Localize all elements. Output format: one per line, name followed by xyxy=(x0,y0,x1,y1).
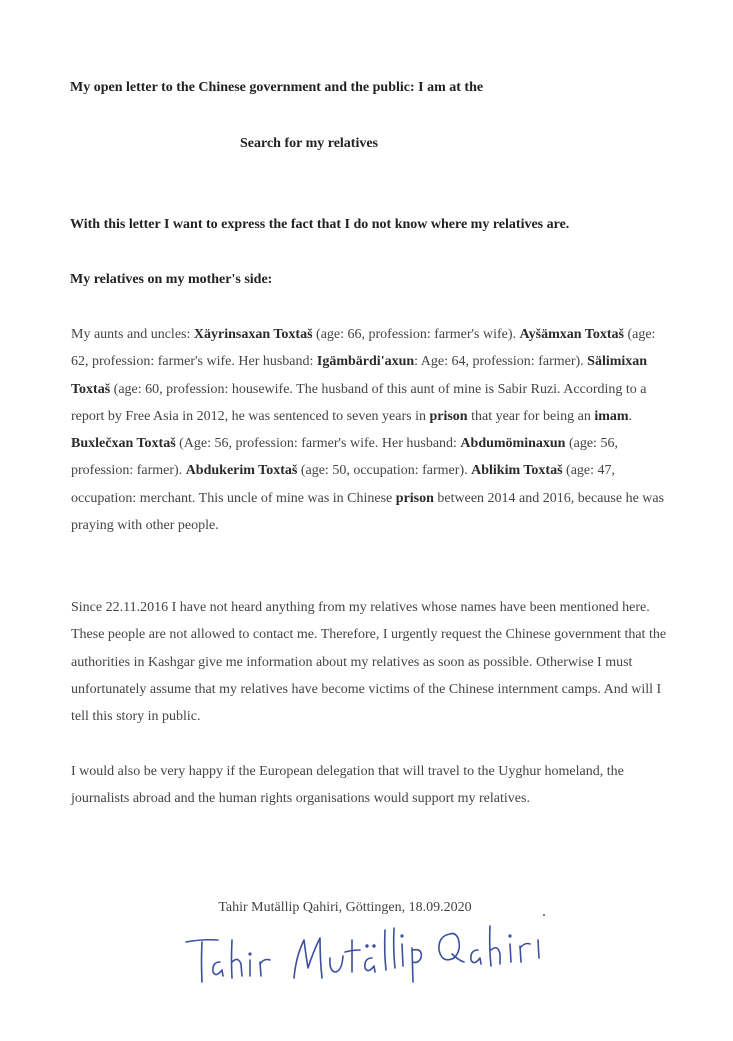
handwritten-signature xyxy=(180,912,560,992)
letter-intro: With this letter I want to express the fact that I do not know where my relatives are. xyxy=(70,217,570,232)
relative-name: Sälimixan Toxtaš xyxy=(71,354,648,397)
relatives-subheading: My relatives on my mother's side: xyxy=(70,272,273,287)
relative-name: Abdukerim Toxtaš xyxy=(185,463,298,479)
relative-name: imam xyxy=(594,408,629,424)
relative-name: Ablikim Toxtaš xyxy=(471,463,563,479)
relative-name: prison xyxy=(429,408,468,424)
paragraph-text: . xyxy=(628,408,633,424)
paragraph-text: (age: 56, profession: farmer). xyxy=(71,436,618,479)
paragraph-text: between 2014 and 2016, because he was praying with other people. xyxy=(71,490,665,534)
letter-title-line1: My open letter to the Chinese government and the public: I am at the xyxy=(70,80,484,95)
paragraph-text: (age: 47, occupation: merchant. This uncle of mine was in Chinese xyxy=(71,463,616,506)
paragraph-text: that year for being an xyxy=(467,408,595,424)
paragraph-text: (age: 62, profession: farmer's wife. Her husband: xyxy=(71,327,656,370)
paragraph-text: (Age: 56, profession: farmer's wife. Her husband: xyxy=(175,436,461,452)
support-paragraph: I would also be very happy if the European delegation that will travel to the Uyghur homeland, the journalists abroad and the human rights organisations would support my relatives. xyxy=(71,764,624,807)
relative-name: Buxlečxan Toxtaš xyxy=(71,436,176,452)
relatives-paragraph xyxy=(71,321,671,539)
relative-name: Igämbärdi'axun xyxy=(316,354,415,370)
paragraph-text: : Age: 64, profession: farmer). xyxy=(414,354,588,370)
relative-name: Xäyrinsaxan Toxtaš xyxy=(193,327,313,342)
letter-title-line2: Search for my relatives xyxy=(239,136,379,151)
paragraph-text: My aunts and uncles: xyxy=(71,327,194,342)
paragraph-text: (age: 60, profession: housewife. The husband of this aunt of mine is Sabir Ruzi. According to a report by Free Asia in 2012, he was sentenced to seven years in xyxy=(71,381,647,424)
relative-name: Abdumöminaxun xyxy=(460,436,566,452)
relative-name: prison xyxy=(395,490,434,506)
paragraph-text: (age: 50, occupation: farmer). xyxy=(297,463,472,479)
paragraph-text: (age: 66, profession: farmer's wife). xyxy=(312,327,520,342)
contact-paragraph: Since 22.11.2016 I have not heard anything from my relatives whose names have been mentioned here. These people are not allowed to contact me. Therefore, I urgently request the Chinese government that the authorities in Kashgar give me information about my relatives as soon as possible. Otherwise I must unfortunately assume that my relatives have become victims of the Chinese internment camps. And will I tell this story in public. xyxy=(71,600,667,725)
signature-line: Tahir Mutällip Qahiri, Göttingen, 18.09.2020 xyxy=(218,900,472,915)
ink-mark xyxy=(543,914,545,916)
relative-name: Ayšämxan Toxtaš xyxy=(519,327,624,342)
